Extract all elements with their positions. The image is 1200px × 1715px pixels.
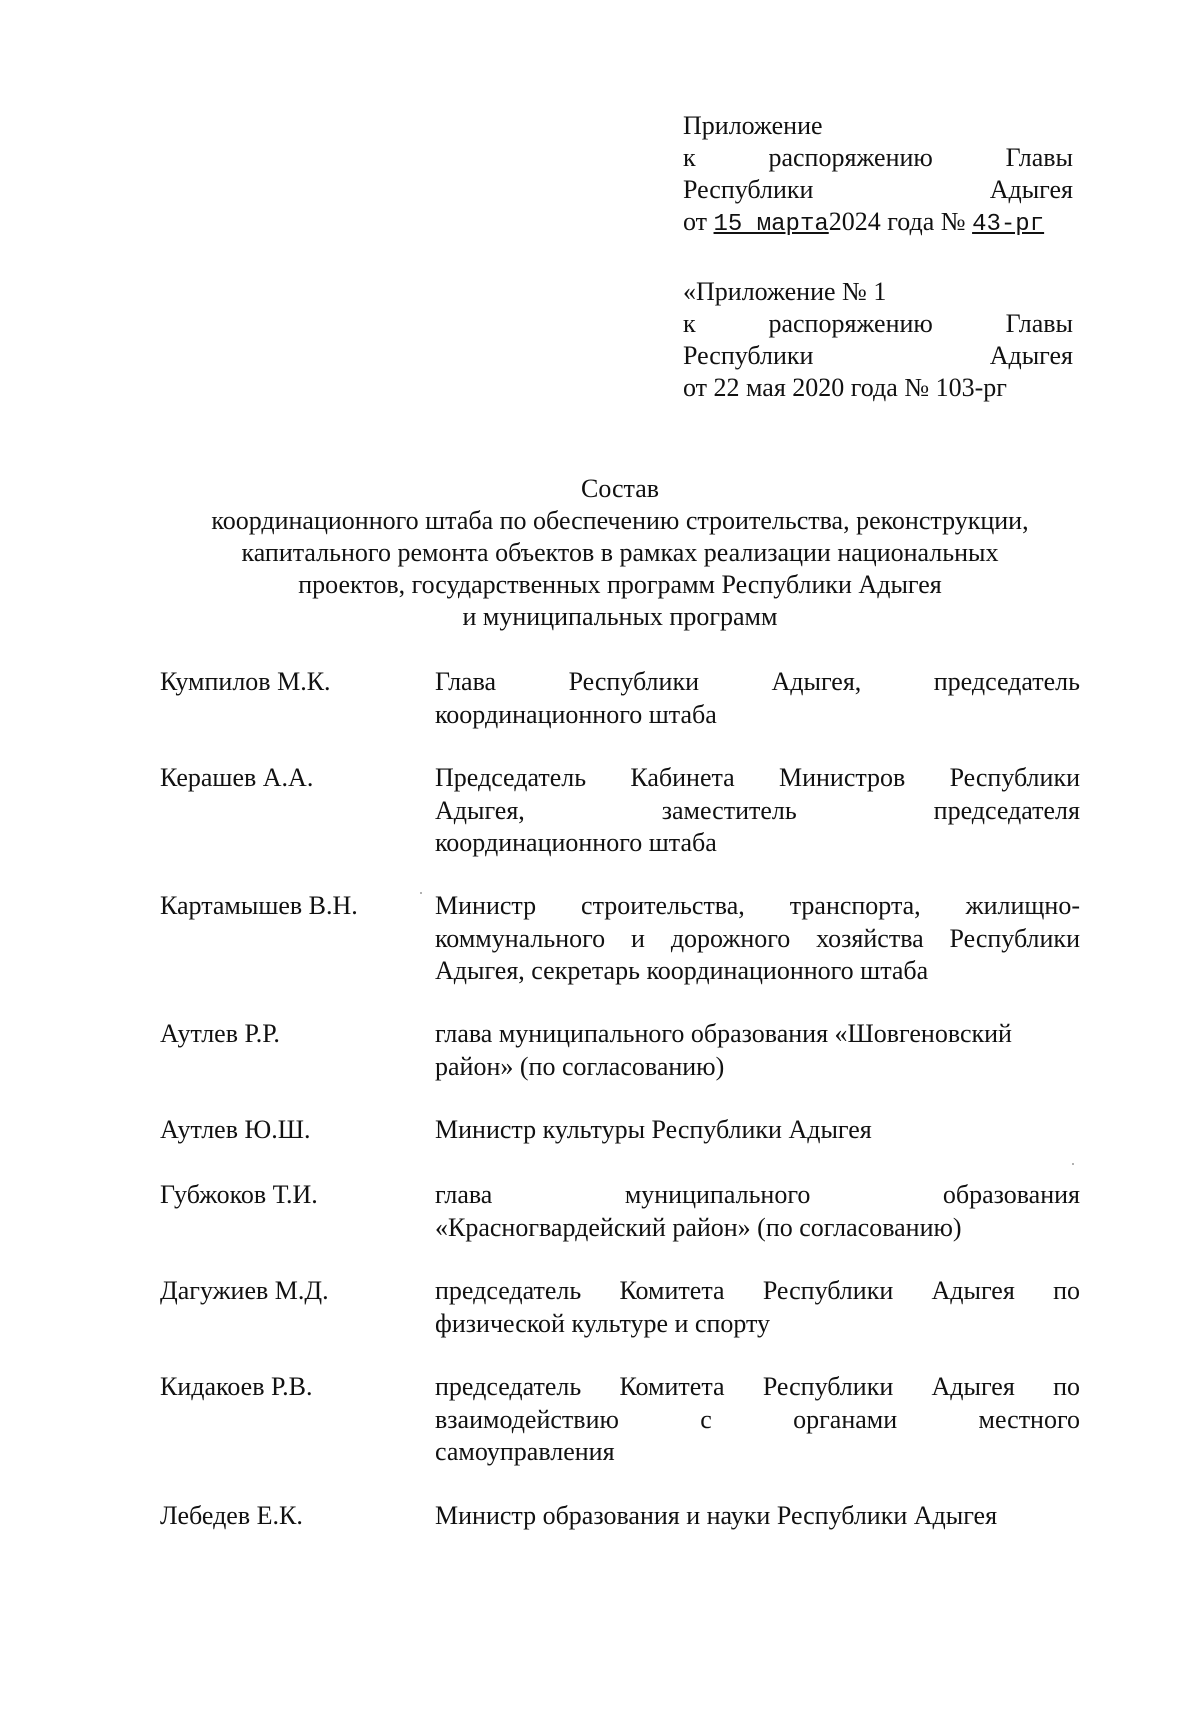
member-name: Кумпилов М.К. [160,667,331,696]
member-role-line [435,666,1080,699]
member-role-line [435,923,1080,956]
appendix-date-middle: 2024 года № [828,207,966,236]
title-line-1: координационного штаба по обеспечению строительства, реконструкции, [211,506,1029,535]
role-word: Республики [949,763,1080,792]
member-role-line [435,795,1080,828]
role-word: муниципального [624,1180,811,1209]
member-row [160,890,1080,988]
role-word: транспорта, [789,891,921,920]
prior-appendix-date-line: от 22 мая 2020 года № 103-рг [683,373,1007,402]
member-name: Губжоков Т.И. [160,1180,318,1209]
appendix-date-line [683,206,1073,241]
appendix-line3-word2: Адыгея [989,175,1073,204]
member-name: Дагужиев М.Д. [160,1276,329,1305]
appendix-line2-word2: распоряжению [768,143,933,172]
member-row [160,1114,1080,1147]
member-row [160,1500,1080,1533]
member-role [435,1018,1080,1083]
appendix-line2-word3: Главы [1005,143,1073,172]
role-word: Комитета [619,1372,725,1401]
role-word: по [1053,1372,1080,1401]
role-word: заместитель [661,795,797,825]
appendix-number: 43-рг [972,211,1045,238]
appendix-date: 15 марта [713,211,829,238]
member-role-line [435,762,1080,795]
member-role [435,890,1080,988]
member-row [160,1179,1080,1244]
member-role-line [435,1404,1080,1437]
role-word: Адыгея [931,1372,1015,1401]
role-word: образования [942,1180,1080,1209]
appendix-date-prefix: от [683,207,708,236]
prior-appendix-line2-word1: к [683,309,696,338]
scan-speck [420,892,422,894]
prior-appendix-line3-word1: Республики [683,341,814,370]
role-word: хозяйства [816,923,924,953]
member-role-line: координационного штаба [435,828,717,857]
role-word: Председатель [435,763,587,792]
title-heading: Состав [580,474,660,503]
member-row [160,762,1080,860]
role-word: Министров [778,763,906,792]
role-word: Адыгея, [435,795,525,825]
member-role [435,1371,1080,1469]
role-word: Адыгея [931,1276,1015,1305]
member-name: Картамышев В.Н. [160,891,358,920]
role-word: председатель [435,1372,582,1401]
role-word: и [631,923,645,953]
member-name: Лебедев Е.К. [160,1501,303,1530]
member-name: Керашев А.А. [160,763,314,792]
member-role [435,762,1080,860]
appendix-line3 [683,174,1073,206]
prior-appendix-line2 [683,308,1073,340]
role-word: взаимодействию [435,1404,619,1434]
appendix-line2 [683,142,1073,174]
member-row [160,1018,1080,1083]
prior-appendix-header [683,276,1073,404]
member-role-line: Министр культуры Республики Адыгея [435,1115,872,1144]
role-word: органами [793,1404,898,1434]
role-word: председателя [933,795,1080,825]
member-name: Кидакоев Р.В. [160,1372,313,1401]
prior-appendix-line2-word3: Главы [1005,309,1073,338]
prior-appendix-line2-word2: распоряжению [768,309,933,338]
document-title [140,473,1100,633]
member-role-line: Адыгея, секретарь координационного штаба [435,956,929,985]
member-row [160,1275,1080,1340]
member-role [435,1500,1080,1533]
role-word: Министр [435,891,537,920]
member-role-line: «Красногвардейский район» (по согласованию) [435,1212,962,1242]
role-word: строительства, [581,891,745,920]
appendix-line3-word1: Республики [683,175,814,204]
title-line-2: капитального ремонта объектов в рамках реализации национальных [241,538,999,567]
role-word: Комитета [619,1276,725,1305]
member-role-line [435,1371,1080,1404]
member-row [160,666,1080,731]
role-word: председатель [435,1276,582,1305]
role-word: Республики [949,923,1080,953]
appendix-header [683,110,1073,241]
member-role [435,666,1080,731]
prior-appendix-title: «Приложение № 1 [683,277,887,306]
member-role-line [435,890,1080,923]
member-role-line [435,1275,1080,1308]
title-line-3: проектов, государственных программ Республики Адыгея [298,570,942,599]
role-word: глава [435,1180,493,1209]
member-role-line [435,1179,1080,1212]
role-word: с [700,1404,712,1434]
appendix-title: Приложение [683,111,823,140]
member-role-line: физической культуре и спорту [435,1308,771,1338]
role-word: местного [978,1404,1080,1434]
role-word: председатель [933,667,1080,696]
title-line-4: и муниципальных программ [462,602,778,631]
member-role [435,1179,1080,1244]
member-name: Аутлев Р.Р. [160,1019,280,1048]
role-word: Республики [568,667,699,696]
member-role [435,1114,1080,1147]
member-name: Аутлев Ю.Ш. [160,1115,311,1144]
prior-appendix-line3-word2: Адыгея [989,341,1073,370]
member-role-line: координационного штаба [435,699,717,729]
member-role-line: самоуправления [435,1437,615,1466]
member-role-line: Министр образования и науки Республики Адыгея [435,1501,998,1530]
member-role-line: район» (по согласованию) [435,1051,725,1081]
role-word: Республики [762,1372,894,1401]
role-word: по [1053,1276,1080,1305]
role-word: Кабинета [630,763,735,792]
role-word: Адыгея, [771,667,862,696]
prior-appendix-line3 [683,340,1073,372]
scan-speck [1072,1163,1074,1165]
member-role [435,1275,1080,1340]
role-word: жилищно- [965,891,1080,920]
role-word: Глава [435,667,497,696]
role-word: дорожного [670,923,791,953]
role-word: Республики [762,1276,894,1305]
role-word: коммунального [435,923,606,953]
member-role-line: глава муниципального образования «Шовгеновский [435,1019,1012,1048]
member-row [160,1371,1080,1469]
appendix-line2-word1: к [683,143,696,172]
